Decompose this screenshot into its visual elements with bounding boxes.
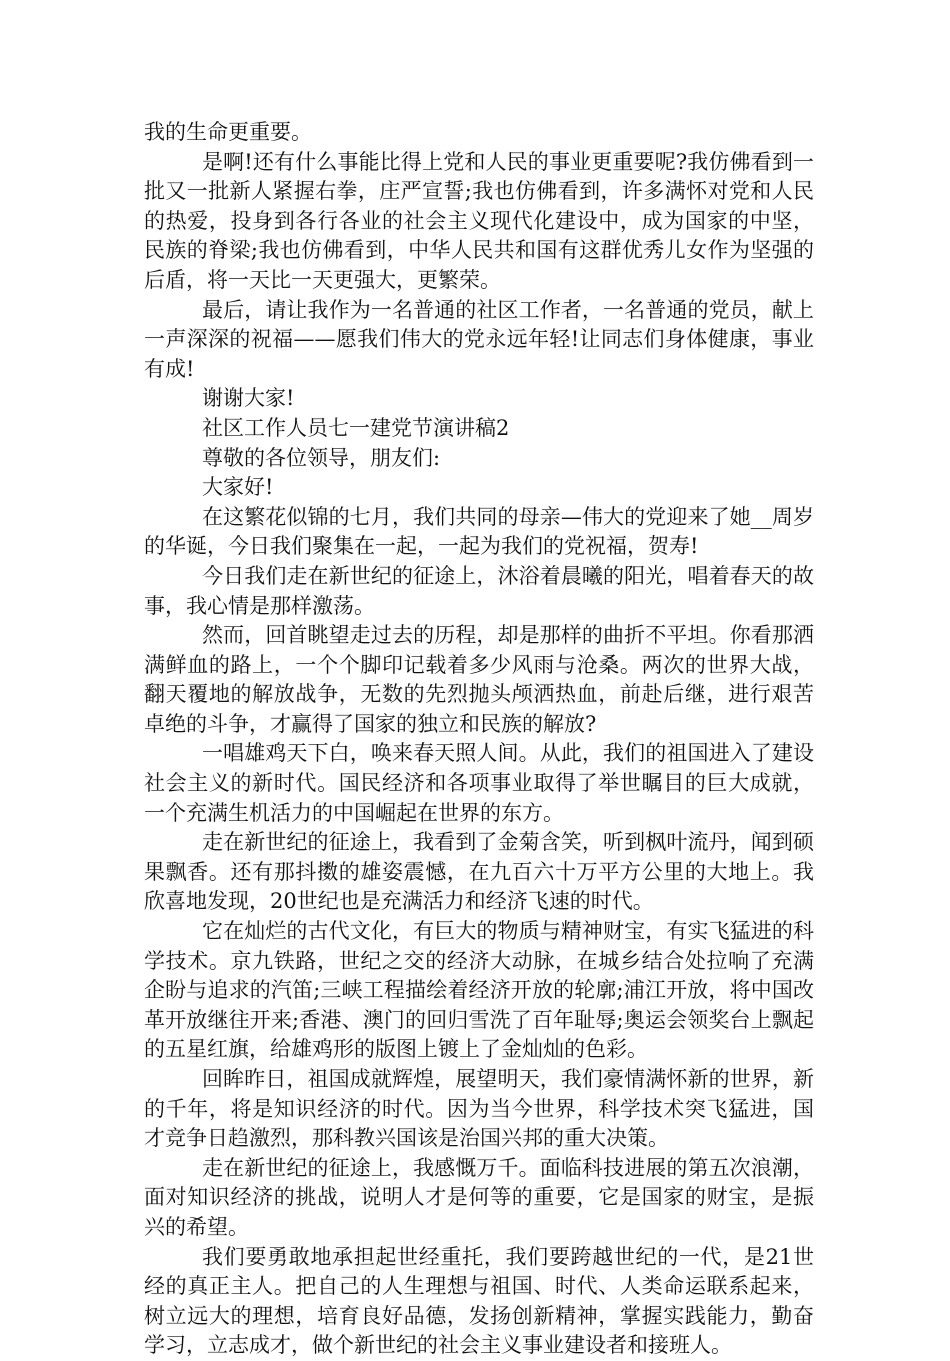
paragraph: 最后，请让我作为一名普通的社区工作者，一名普通的党员，献上一声深深的祝福——愿我们伟大的党永远年轻!让同志们身体健康，事业有成! <box>144 297 814 381</box>
paragraph: 走在新世纪的征途上，我感慨万千。面临科技进展的第五次浪潮，面对知识经济的挑战，说明人才是何等的重要，它是国家的财宝，是振兴的希望。 <box>144 1155 814 1239</box>
paragraph: 走在新世纪的征途上，我看到了金菊含笑，听到枫叶流丹，闻到硕果飘香。还有那抖擞的雄姿震憾，在九百六十万平方公里的大地上。我欣喜地发现，20世纪也是充满活力和经济飞速的时代。 <box>144 830 814 914</box>
paragraph: 回眸昨日，祖国成就辉煌，展望明天，我们豪情满怀新的世界，新的千年，将是知识经济的时代。因为当今世界，科学技术突飞猛进，国才竞争日趋激烈，那科教兴国该是治国兴邦的重大决策。 <box>144 1067 814 1151</box>
document-body <box>144 118 814 1361</box>
salutation: 尊敬的各位领导，朋友们: <box>202 445 441 470</box>
greeting: 大家好! <box>202 475 274 500</box>
paragraph: 一唱雄鸡天下白，唤来春天照人间。从此，我们的祖国进入了建设社会主义的新时代。国民经济和各项事业取得了举世瞩目的巨大成就，一个充满生机活力的中国崛起在世界的东方。 <box>144 741 814 825</box>
paragraph: 我们要勇敢地承担起世经重托，我们要跨越世纪的一代，是21世经的真正主人。把自己的人生理想与祖国、时代、人类命运联系起来，树立远大的理想，培育良好品德，发扬创新精神，掌握实践能力，勤奋学习，立志成才，做个新世纪的社会主义事业建设者和接班人。 <box>144 1244 814 1358</box>
paragraph: 在这繁花似锦的七月，我们共同的母亲—伟大的党迎来了她__周岁的华诞，今日我们聚集在一起，一起为我们的党祝福，贺寿! <box>144 504 814 559</box>
paragraph: 谢谢大家! <box>202 386 295 411</box>
section-title: 社区工作人员七一建党节演讲稿2 <box>202 415 510 440</box>
paragraph: 它在灿烂的古代文化，有巨大的物质与精神财宝，有实飞猛进的科学技术。京九铁路，世纪之交的经济大动脉，在城乡结合处拉响了充满企盼与追求的汽笛;三峡工程描绘着经济开放的轮廓;浦江开放，将中国改革开放继往开来;香港、澳门的回归雪洗了百年耻辱;奥运会领奖台上飘起的五星红旗，给雄鸡形的版图上镀上了金灿灿的色彩。 <box>144 919 814 1062</box>
paragraph: 今日我们走在新世纪的征途上，沐浴着晨曦的阳光，唱着春天的故事，我心情是那样激荡。 <box>144 563 814 618</box>
paragraph: 我的生命更重要。 <box>144 120 312 144</box>
paragraph: 然而，回首眺望走过去的历程，却是那样的曲折不平坦。你看那洒满鲜血的路上，一个个脚印记载着多少风雨与沧桑。两次的世界大战，翻天覆地的解放战争，无数的先烈抛头颅洒热血，前赴后继，进行艰苦卓绝的斗争，才赢得了国家的独立和民族的解放? <box>144 623 814 736</box>
paragraph: 是啊!还有什么事能比得上党和人民的事业更重要呢?我仿佛看到一批又一批新人紧握右拳，庄严宣誓;我也仿佛看到，许多满怀对党和人民的热爱，投身到各行各业的社会主义现代化建设中，成为国家的中坚，民族的脊梁;我也仿佛看到，中华人民共和国有这群优秀儿女作为坚强的后盾，将一天比一天更强大，更繁荣。 <box>144 149 814 292</box>
